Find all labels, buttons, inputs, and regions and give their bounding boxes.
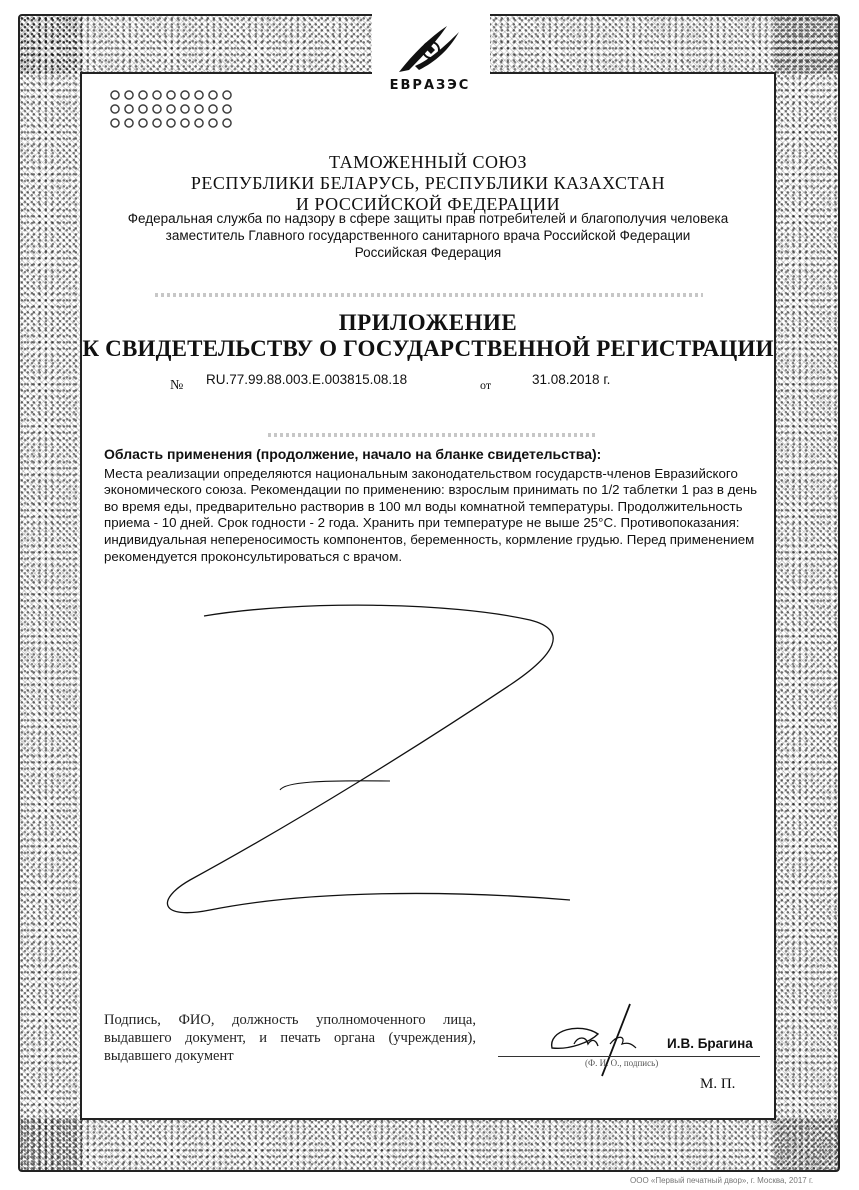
decorative-ornament	[108, 88, 236, 130]
authority-line: заместитель Главного государственного санитарного врача Российской Федерации	[165, 228, 691, 243]
header-line: ТАМОЖЕННЫЙ СОЮЗ	[329, 152, 527, 172]
document-subtitle: К СВИДЕТЕЛЬСТВУ О ГОСУДАРСТВЕННОЙ РЕГИСТРАЦИИ	[82, 336, 774, 361]
signature-label: Подпись, ФИО, должность уполномоченного лица, выдавшего документ, и печать органа (учреждения), выдавшего документ	[104, 1012, 476, 1064]
faint-subtext-line	[268, 433, 598, 437]
header-line: И РОССИЙСКОЙ ФЕДЕРАЦИИ	[295, 194, 561, 214]
logo-text: ЕВРАЗЭС	[389, 78, 471, 93]
section-text: Места реализации определяются национальным законодательством государств-членов Евразийского экономического союза. Рекомендации по применению: взрослым принимать по 1/2 таблетки 1 раз в день во время еды, предварительно растворив в 100 мл воды комнатной температуры. Продолжительность приема - 10 дней. Срок годности - 2 года. Хранить при температуре не выше 25°С. Противопоказания: индивидуальная непереносимость компонентов, беременность, кормление грудью. Перед применением рекомендуется проконсультироваться с врачом.	[104, 465, 758, 564]
guilloche-border-bottom	[20, 1118, 838, 1170]
handwritten-signature	[540, 1000, 660, 1080]
authority-line: Российская Федерация	[354, 245, 502, 260]
authority-line: Федеральная служба по надзору в сфере защиты прав потребителей и благополучия человека	[127, 211, 729, 226]
application-scope-section	[104, 446, 764, 565]
number-label: №	[170, 378, 184, 393]
signature-line	[498, 1056, 760, 1057]
registration-date: 31.08.2018 г.	[532, 372, 611, 387]
issuing-union-header	[82, 152, 774, 215]
header-line: РЕСПУБЛИКИ БЕЛАРУСЬ, РЕСПУБЛИКИ КАЗАХСТАН	[190, 173, 666, 193]
eurasec-emblem-icon	[395, 20, 465, 76]
signatory-name: И.В. Брагина	[667, 1036, 753, 1051]
guilloche-border-left	[20, 16, 82, 1170]
issuing-authority-header	[82, 210, 774, 261]
printer-imprint: ООО «Первый печатный двор», г. Москва, 2017 г.	[630, 1176, 814, 1185]
faint-subtext-line	[155, 293, 703, 297]
section-heading: Область применения (продолжение, начало на бланке свидетельства):	[104, 446, 602, 462]
stamp-placeholder: М. П.	[700, 1076, 736, 1092]
z-strike-mark	[150, 590, 750, 920]
document-title: ПРИЛОЖЕНИЕ	[338, 310, 518, 335]
signature-sublabel: (Ф. И. О., подпись)	[585, 1058, 659, 1068]
date-label: от	[480, 378, 492, 392]
eurasec-logo	[378, 20, 482, 100]
registration-number: RU.77.99.88.003.E.003815.08.18	[206, 372, 408, 387]
guilloche-border-right	[774, 16, 838, 1170]
